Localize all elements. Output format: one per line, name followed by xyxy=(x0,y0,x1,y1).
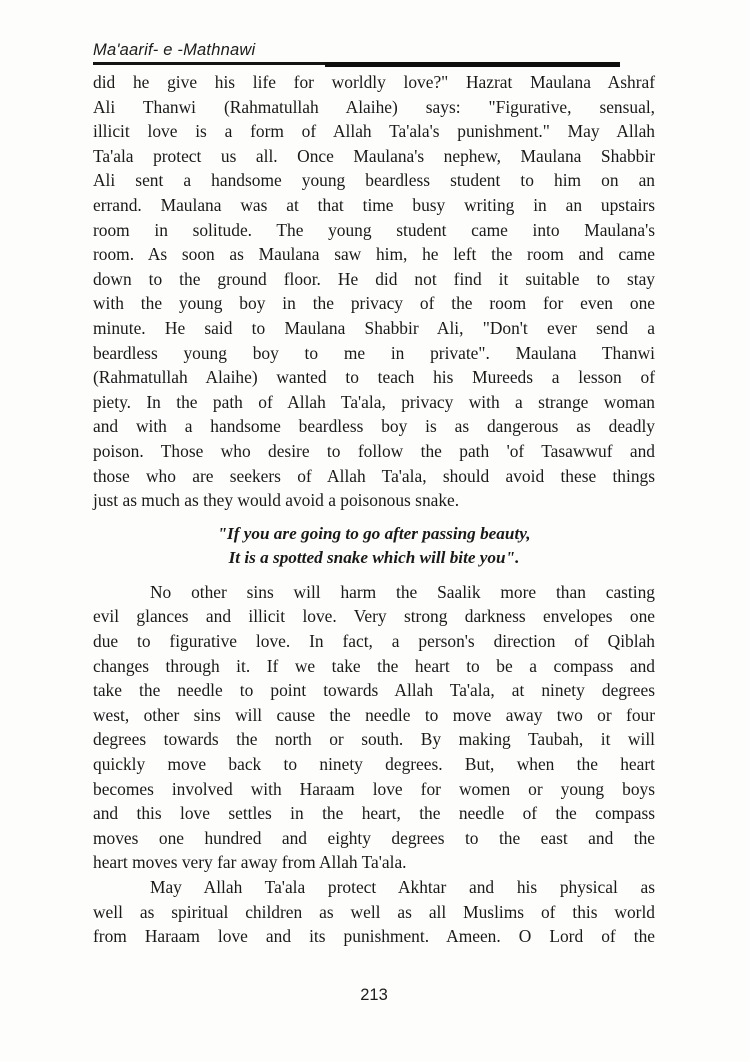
text-line: well as spiritual children as well as all Muslims of this world xyxy=(93,901,655,922)
text-line: moves one hundred and eighty degrees to the east and the xyxy=(93,827,655,848)
verse-quote xyxy=(93,522,655,571)
page-body xyxy=(93,70,655,949)
text-line: poison. Those who desire to follow the path 'of Tasawwuf and xyxy=(93,440,655,461)
paragraph xyxy=(93,875,655,949)
page-number: 213 xyxy=(360,986,388,1004)
text-line: Ali sent a handsome young beardless student to him on an xyxy=(93,170,655,191)
paragraph xyxy=(93,580,655,875)
text-line: west, other sins will cause the needle to move away two or four xyxy=(93,704,655,725)
text-line: room in solitude. The young student came into Maulana's xyxy=(93,219,655,240)
text-line: minute. He said to Maulana Shabbir Ali, "Don't ever send a xyxy=(93,317,655,338)
text-line: those who are seekers of Allah Ta'ala, should avoid these things xyxy=(93,465,655,486)
text-line: changes through it. If we take the heart to be a compass and xyxy=(93,655,655,676)
paragraph xyxy=(93,70,655,513)
text-line: No other sins will harm the Saalik more than casting xyxy=(150,581,655,602)
text-line: and with a handsome beardless boy is as dangerous as deadly xyxy=(93,416,655,437)
text-line: just as much as they would avoid a poisonous snake. xyxy=(93,490,460,511)
text-line: It is a spotted snake which will bite you". xyxy=(228,548,520,568)
text-line: piety. In the path of Allah Ta'ala, privacy with a strange woman xyxy=(93,391,655,412)
running-header xyxy=(93,41,655,67)
text-line: heart moves very far away from Allah Ta'ala. xyxy=(93,852,407,873)
text-line: take the needle to point towards Allah Ta'ala, at ninety degrees xyxy=(93,680,655,701)
text-line: from Haraam love and its punishment. Ameen. O Lord of the xyxy=(93,926,655,947)
text-line: Ali Thanwi (Rahmatullah Alaihe) says: "Figurative, sensual, xyxy=(93,96,655,117)
text-line: due to figurative love. In fact, a person's direction of Qiblah xyxy=(93,631,655,652)
header-rule xyxy=(93,62,620,67)
text-line: Ta'ala protect us all. Once Maulana's nephew, Maulana Shabbir xyxy=(93,145,655,166)
text-line: quickly move back to ninety degrees. But, when the heart xyxy=(93,754,655,775)
text-line: down to the ground floor. He did not find it suitable to stay xyxy=(93,268,655,289)
text-line: becomes involved with Haraam love for women or young boys xyxy=(93,778,655,799)
text-line: degrees towards the north or south. By making Taubah, it will xyxy=(93,729,655,750)
text-line: and this love settles in the heart, the needle of the compass xyxy=(93,803,655,824)
text-line: did he give his life for worldly love?" Hazrat Maulana Ashraf xyxy=(93,72,655,92)
page-footer xyxy=(93,986,655,1005)
text-line: beardless young boy to me in private". Maulana Thanwi xyxy=(93,342,655,363)
text-line: evil glances and illicit love. Very strong darkness envelopes one xyxy=(93,606,655,627)
header-rule-segment-thick xyxy=(325,62,620,67)
text-line: illicit love is a form of Allah Ta'ala's punishment." May Allah xyxy=(93,121,655,142)
text-line: errand. Maulana was at that time busy writing in an upstairs xyxy=(93,194,655,215)
text-line: with the young boy in the privacy of the room for even one xyxy=(93,293,655,314)
running-header-title: Ma'aarif- e -Mathnawi xyxy=(93,41,256,59)
text-line: May Allah Ta'ala protect Akhtar and his physical as xyxy=(150,877,655,897)
text-line: room. As soon as Maulana saw him, he left the room and came xyxy=(93,244,655,265)
text-line: (Rahmatullah Alaihe) wanted to teach his Mureeds a lesson of xyxy=(93,367,655,388)
text-line: "If you are going to go after passing beauty, xyxy=(217,523,531,543)
